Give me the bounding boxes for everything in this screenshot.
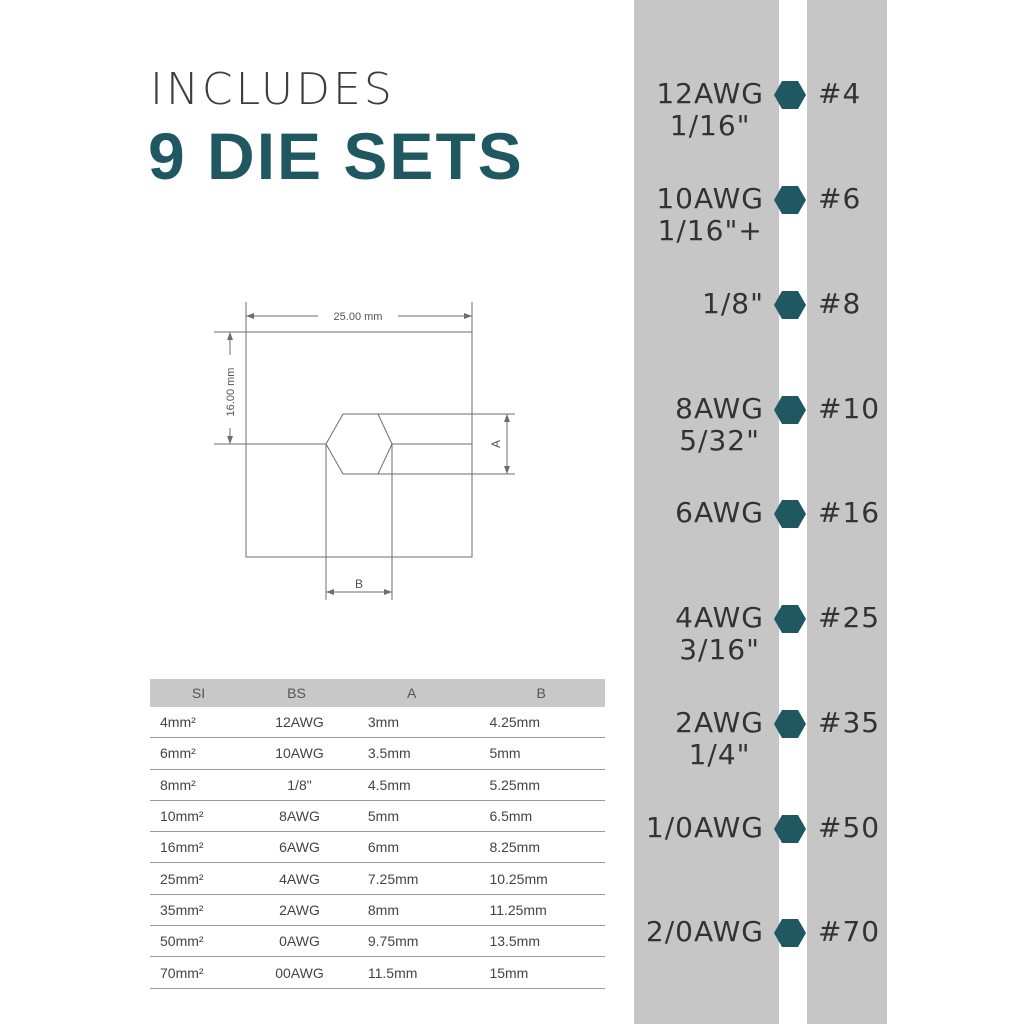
cell-b: 8.25mm bbox=[477, 832, 605, 863]
die-inch-label: 1/4" bbox=[688, 738, 751, 771]
cell-si: 70mm² bbox=[150, 957, 247, 988]
die-wire-size bbox=[646, 812, 764, 844]
cell-a: 3mm bbox=[346, 707, 478, 738]
header-b: B bbox=[477, 679, 605, 707]
die-item bbox=[0, 78, 1024, 158]
die-number: #4 bbox=[818, 77, 862, 110]
cell-si: 4mm² bbox=[150, 707, 247, 738]
cell-bs: 1/8" bbox=[247, 769, 346, 800]
die-number: #8 bbox=[818, 287, 862, 320]
die-wire-size bbox=[675, 707, 764, 771]
die-wire-size bbox=[675, 497, 764, 529]
heading-includes: INCLUDES bbox=[150, 64, 395, 115]
die-wire-size bbox=[702, 288, 764, 320]
die-number: #25 bbox=[818, 601, 881, 634]
width-dimension-label: 25.00 mm bbox=[333, 311, 383, 323]
die-awg-label: 2/0AWG bbox=[645, 915, 764, 948]
cell-a: 6mm bbox=[346, 832, 478, 863]
die-inch-label: 1/16"+ bbox=[657, 214, 763, 247]
die-inch-label: 1/16" bbox=[669, 109, 751, 142]
die-item bbox=[0, 497, 1024, 577]
heading-die-sets: 9 DIE SETS bbox=[148, 119, 524, 193]
cell-a: 7.25mm bbox=[346, 863, 478, 894]
die-wire-size bbox=[656, 183, 764, 247]
cell-b: 11.25mm bbox=[477, 894, 605, 925]
die-inch-label: 3/16" bbox=[679, 633, 760, 666]
cell-a: 4.5mm bbox=[346, 769, 478, 800]
die-awg-label: 10AWG bbox=[656, 182, 764, 215]
header-a: A bbox=[346, 679, 478, 707]
cell-bs: 12AWG bbox=[247, 707, 346, 738]
die-awg-label: 4AWG bbox=[675, 601, 764, 634]
cell-si: 16mm² bbox=[150, 832, 247, 863]
die-awg-label: 6AWG bbox=[675, 496, 764, 529]
cell-bs: 2AWG bbox=[247, 894, 346, 925]
die-awg-label: 8AWG bbox=[675, 392, 764, 425]
cell-si: 50mm² bbox=[150, 926, 247, 957]
cell-bs: 8AWG bbox=[247, 800, 346, 831]
b-dimension-label: B bbox=[354, 577, 364, 591]
cell-si: 8mm² bbox=[150, 769, 247, 800]
die-number: #70 bbox=[818, 915, 881, 948]
die-number: #50 bbox=[818, 811, 881, 844]
die-awg-label: 12AWG bbox=[656, 77, 764, 110]
cell-bs: 00AWG bbox=[247, 957, 346, 988]
die-wire-size bbox=[675, 393, 764, 457]
a-dimension-label: A bbox=[489, 439, 503, 449]
die-number: #35 bbox=[818, 706, 881, 739]
cell-a: 3.5mm bbox=[346, 738, 478, 769]
cell-a: 9.75mm bbox=[346, 926, 478, 957]
die-inch-label: 5/32" bbox=[679, 424, 760, 457]
cell-b: 4.25mm bbox=[477, 707, 605, 738]
die-item bbox=[0, 183, 1024, 263]
cell-si: 6mm² bbox=[150, 738, 247, 769]
die-item bbox=[0, 602, 1024, 682]
die-item bbox=[0, 288, 1024, 368]
die-item bbox=[0, 916, 1024, 996]
cell-bs: 4AWG bbox=[247, 863, 346, 894]
die-awg-label: 2AWG bbox=[675, 706, 764, 739]
cell-a: 11.5mm bbox=[346, 957, 478, 988]
table-header-row bbox=[150, 679, 605, 707]
die-awg-label: 1/0AWG bbox=[645, 811, 764, 844]
cell-a: 8mm bbox=[346, 894, 478, 925]
height-dimension-label: 16.00 mm bbox=[225, 367, 237, 417]
hexagon-icon bbox=[773, 290, 807, 320]
hexagon-icon bbox=[773, 80, 807, 110]
hexagon-icon bbox=[773, 709, 807, 739]
die-awg-label: 1/8" bbox=[702, 287, 764, 320]
cell-a: 5mm bbox=[346, 800, 478, 831]
die-number: #6 bbox=[818, 182, 862, 215]
header-bs: BS bbox=[247, 679, 346, 707]
cell-b: 13.5mm bbox=[477, 926, 605, 957]
hexagon-icon bbox=[773, 499, 807, 529]
hexagon-icon bbox=[773, 604, 807, 634]
cell-si: 10mm² bbox=[150, 800, 247, 831]
die-number: #10 bbox=[818, 392, 881, 425]
cell-bs: 6AWG bbox=[247, 832, 346, 863]
cell-bs: 0AWG bbox=[247, 926, 346, 957]
die-item bbox=[0, 812, 1024, 892]
cell-b: 15mm bbox=[477, 957, 605, 988]
die-number: #16 bbox=[818, 496, 881, 529]
die-wire-size bbox=[675, 602, 764, 666]
header-si: SI bbox=[150, 679, 247, 707]
hexagon-icon bbox=[773, 395, 807, 425]
cell-si: 25mm² bbox=[150, 863, 247, 894]
cell-si: 35mm² bbox=[150, 894, 247, 925]
hexagon-icon bbox=[773, 814, 807, 844]
cell-b: 5.25mm bbox=[477, 769, 605, 800]
cell-b: 5mm bbox=[477, 738, 605, 769]
die-wire-size bbox=[656, 78, 764, 142]
die-wire-size bbox=[646, 916, 764, 948]
die-item bbox=[0, 393, 1024, 473]
cell-bs: 10AWG bbox=[247, 738, 346, 769]
die-item bbox=[0, 707, 1024, 787]
hexagon-icon bbox=[773, 918, 807, 948]
hexagon-icon bbox=[773, 185, 807, 215]
cell-b: 6.5mm bbox=[477, 800, 605, 831]
cell-b: 10.25mm bbox=[477, 863, 605, 894]
